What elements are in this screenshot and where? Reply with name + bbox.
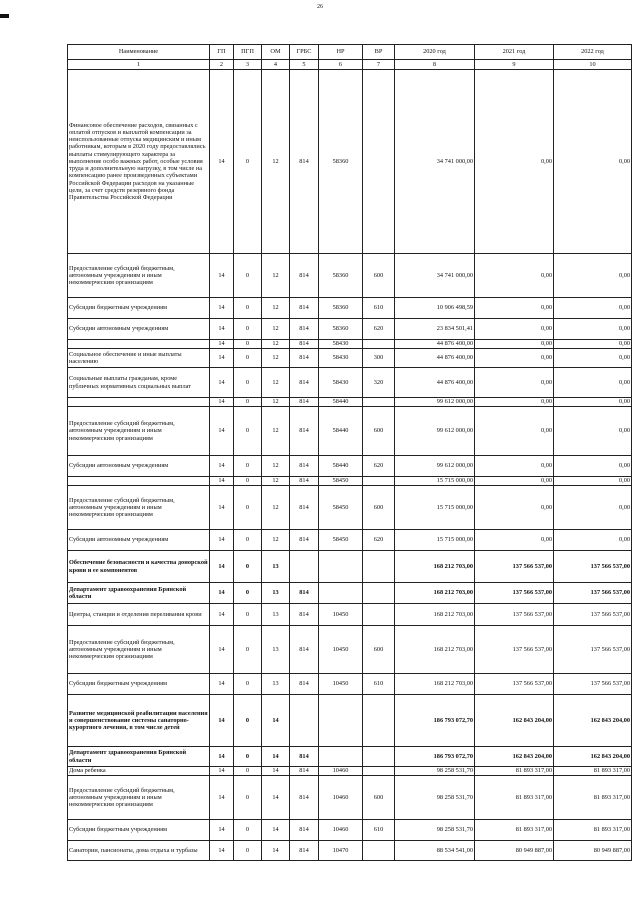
cell-pgp: 0 — [234, 776, 262, 820]
col-number: 9 — [475, 60, 554, 70]
cell-gp: 14 — [210, 298, 234, 319]
row-name: Дома ребенка — [68, 767, 210, 776]
row-name: Субсидии автономным учреждениям — [68, 456, 210, 477]
cell-gp: 14 — [210, 776, 234, 820]
cell-2020: 15 715 000,00 — [395, 486, 475, 530]
cell-nr — [319, 747, 363, 767]
cell-2022: 0,00 — [554, 349, 632, 368]
cell-vr — [363, 604, 395, 626]
cell-pgp: 0 — [234, 841, 262, 861]
cell-nr: 58440 — [319, 456, 363, 477]
cell-pgp: 0 — [234, 747, 262, 767]
table-row — [68, 340, 632, 349]
scan-corner-mark — [0, 14, 9, 18]
cell-nr: 10450 — [319, 674, 363, 695]
col-number: 5 — [290, 60, 319, 70]
cell-gp: 14 — [210, 583, 234, 604]
cell-2021: 81 893 317,00 — [475, 767, 554, 776]
cell-2022: 0,00 — [554, 530, 632, 551]
cell-nr: 58430 — [319, 368, 363, 398]
cell-2021: 0,00 — [475, 368, 554, 398]
table-row — [68, 551, 632, 583]
cell-2022: 0,00 — [554, 456, 632, 477]
table-row — [68, 604, 632, 626]
cell-2022: 0,00 — [554, 486, 632, 530]
cell-pgp: 0 — [234, 349, 262, 368]
cell-gp: 14 — [210, 604, 234, 626]
table-row — [68, 695, 632, 747]
cell-2020: 15 715 000,00 — [395, 530, 475, 551]
cell-2022: 0,00 — [554, 70, 632, 254]
cell-grbs: 814 — [290, 626, 319, 674]
cell-pgp: 0 — [234, 674, 262, 695]
cell-2020: 44 876 400,00 — [395, 340, 475, 349]
col-header-grbs: ГРБС — [290, 45, 319, 60]
table-row — [68, 477, 632, 486]
cell-2022: 0,00 — [554, 340, 632, 349]
row-name: Предоставление субсидий бюджетным, автономным учреждениям и иным некоммерческим организациям — [68, 407, 210, 456]
cell-pgp: 0 — [234, 368, 262, 398]
cell-2022: 162 843 204,00 — [554, 695, 632, 747]
cell-nr: 10470 — [319, 841, 363, 861]
cell-nr: 10450 — [319, 604, 363, 626]
cell-vr — [363, 551, 395, 583]
cell-grbs: 814 — [290, 604, 319, 626]
cell-om: 12 — [262, 486, 290, 530]
cell-vr: 600 — [363, 626, 395, 674]
cell-gp: 14 — [210, 70, 234, 254]
table-row — [68, 70, 632, 254]
cell-grbs: 814 — [290, 747, 319, 767]
cell-om: 12 — [262, 340, 290, 349]
table-row — [68, 407, 632, 456]
cell-2020: 88 534 541,00 — [395, 841, 475, 861]
cell-pgp: 0 — [234, 530, 262, 551]
cell-2020: 23 834 501,41 — [395, 319, 475, 340]
cell-om: 13 — [262, 583, 290, 604]
cell-vr — [363, 398, 395, 407]
cell-gp: 14 — [210, 486, 234, 530]
row-name: Санатории, пансионаты, дома отдыха и турбазы — [68, 841, 210, 861]
cell-grbs: 814 — [290, 820, 319, 841]
col-number: 7 — [363, 60, 395, 70]
col-header-name: Наименование — [68, 45, 210, 60]
cell-pgp: 0 — [234, 604, 262, 626]
header-row — [68, 45, 632, 60]
cell-2022: 137 566 537,00 — [554, 604, 632, 626]
table-body — [68, 70, 632, 861]
cell-2020: 98 258 531,70 — [395, 820, 475, 841]
cell-pgp: 0 — [234, 407, 262, 456]
table-row — [68, 486, 632, 530]
cell-grbs: 814 — [290, 767, 319, 776]
row-name: Субсидии автономным учреждениям — [68, 530, 210, 551]
cell-grbs: 814 — [290, 674, 319, 695]
cell-2022: 137 566 537,00 — [554, 626, 632, 674]
cell-gp: 14 — [210, 674, 234, 695]
table-row — [68, 254, 632, 298]
cell-nr: 10450 — [319, 626, 363, 674]
cell-om: 12 — [262, 298, 290, 319]
cell-gp: 14 — [210, 551, 234, 583]
row-name: Субсидии бюджетным учреждениям — [68, 298, 210, 319]
cell-vr: 320 — [363, 368, 395, 398]
col-header-nr: НР — [319, 45, 363, 60]
cell-pgp: 0 — [234, 340, 262, 349]
cell-nr: 58440 — [319, 407, 363, 456]
cell-om: 13 — [262, 604, 290, 626]
cell-2022: 80 949 887,00 — [554, 841, 632, 861]
cell-vr: 620 — [363, 530, 395, 551]
col-number: 10 — [554, 60, 632, 70]
row-name: Предоставление субсидий бюджетным, автономным учреждениям и иным некоммерческим организациям — [68, 776, 210, 820]
cell-gp: 14 — [210, 368, 234, 398]
cell-grbs: 814 — [290, 456, 319, 477]
cell-gp: 14 — [210, 820, 234, 841]
row-name: Развитие медицинской реабилитации населения и совершенствование системы санаторно-курортного лечения, в том числе детей — [68, 695, 210, 747]
cell-2022: 0,00 — [554, 398, 632, 407]
row-name: Социальные выплаты гражданам, кроме публичных нормативных социальных выплат — [68, 368, 210, 398]
cell-2021: 0,00 — [475, 254, 554, 298]
cell-2020: 168 212 703,00 — [395, 583, 475, 604]
cell-nr: 10460 — [319, 767, 363, 776]
cell-nr: 58450 — [319, 530, 363, 551]
cell-gp: 14 — [210, 398, 234, 407]
cell-om: 12 — [262, 407, 290, 456]
cell-om: 13 — [262, 626, 290, 674]
cell-2022: 81 893 317,00 — [554, 767, 632, 776]
cell-gp: 14 — [210, 319, 234, 340]
col-header-2021: 2021 год — [475, 45, 554, 60]
col-header-om: ОМ — [262, 45, 290, 60]
cell-nr — [319, 551, 363, 583]
cell-grbs: 814 — [290, 477, 319, 486]
cell-nr: 58450 — [319, 477, 363, 486]
cell-pgp: 0 — [234, 551, 262, 583]
cell-2020: 99 612 000,00 — [395, 407, 475, 456]
cell-vr: 600 — [363, 776, 395, 820]
row-name: Субсидии автономным учреждениям — [68, 319, 210, 340]
cell-grbs: 814 — [290, 319, 319, 340]
cell-2022: 0,00 — [554, 407, 632, 456]
row-name — [68, 477, 210, 486]
cell-nr: 58360 — [319, 254, 363, 298]
cell-om: 13 — [262, 551, 290, 583]
cell-grbs: 814 — [290, 486, 319, 530]
cell-vr: 620 — [363, 456, 395, 477]
cell-vr — [363, 695, 395, 747]
cell-grbs: 814 — [290, 368, 319, 398]
cell-2020: 186 793 072,70 — [395, 695, 475, 747]
cell-gp: 14 — [210, 695, 234, 747]
col-header-2022: 2022 год — [554, 45, 632, 60]
cell-pgp: 0 — [234, 820, 262, 841]
table-row — [68, 368, 632, 398]
cell-pgp: 0 — [234, 319, 262, 340]
cell-grbs: 814 — [290, 340, 319, 349]
cell-pgp: 0 — [234, 477, 262, 486]
col-header-gp: ГП — [210, 45, 234, 60]
cell-2020: 168 212 703,00 — [395, 551, 475, 583]
cell-vr: 620 — [363, 319, 395, 340]
cell-vr: 610 — [363, 820, 395, 841]
cell-2022: 0,00 — [554, 298, 632, 319]
cell-pgp: 0 — [234, 398, 262, 407]
cell-grbs: 814 — [290, 407, 319, 456]
cell-2021: 0,00 — [475, 398, 554, 407]
cell-grbs: 814 — [290, 530, 319, 551]
cell-2021: 0,00 — [475, 477, 554, 486]
cell-gp: 14 — [210, 477, 234, 486]
row-name: Субсидии бюджетным учреждениям — [68, 674, 210, 695]
cell-om: 12 — [262, 456, 290, 477]
cell-om: 14 — [262, 767, 290, 776]
cell-om: 12 — [262, 398, 290, 407]
budget-table — [67, 44, 632, 861]
cell-2020: 168 212 703,00 — [395, 604, 475, 626]
page-number: 26 — [317, 4, 323, 10]
cell-2020: 34 741 000,00 — [395, 70, 475, 254]
cell-grbs — [290, 551, 319, 583]
cell-vr — [363, 767, 395, 776]
cell-vr — [363, 583, 395, 604]
cell-grbs: 814 — [290, 254, 319, 298]
row-name: Финансовое обеспечение расходов, связанных с оплатой отпусков и выплатой компенсации за неиспользованные отпуска медицинским и иным работникам, которым в 2020 году предоставлялись выплаты стимулирующего характера за выполнение особо важных работ, особые условия труда и дополнительную нагрузку, в том числе на компенсацию ранее произведенных субъектами Российской Федерации расходов на указанные цели, за счет средств резервного фонда Правительства Российской Федерации — [68, 70, 210, 254]
cell-om: 14 — [262, 747, 290, 767]
cell-pgp: 0 — [234, 254, 262, 298]
cell-2021: 0,00 — [475, 349, 554, 368]
cell-gp: 14 — [210, 456, 234, 477]
cell-2021: 162 843 204,00 — [475, 695, 554, 747]
cell-nr: 10460 — [319, 820, 363, 841]
cell-vr — [363, 70, 395, 254]
cell-gp: 14 — [210, 841, 234, 861]
col-header-vr: ВР — [363, 45, 395, 60]
cell-2020: 168 212 703,00 — [395, 626, 475, 674]
col-number: 8 — [395, 60, 475, 70]
cell-2020: 15 715 000,00 — [395, 477, 475, 486]
cell-2022: 0,00 — [554, 368, 632, 398]
cell-2021: 81 893 317,00 — [475, 776, 554, 820]
cell-vr — [363, 841, 395, 861]
cell-2020: 168 212 703,00 — [395, 674, 475, 695]
cell-nr: 58360 — [319, 70, 363, 254]
cell-vr: 600 — [363, 407, 395, 456]
cell-vr: 600 — [363, 486, 395, 530]
cell-pgp: 0 — [234, 70, 262, 254]
cell-2021: 0,00 — [475, 456, 554, 477]
table-row — [68, 674, 632, 695]
cell-gp: 14 — [210, 340, 234, 349]
table-row — [68, 820, 632, 841]
cell-pgp: 0 — [234, 583, 262, 604]
cell-nr: 10460 — [319, 776, 363, 820]
col-number: 6 — [319, 60, 363, 70]
cell-nr: 58450 — [319, 486, 363, 530]
cell-2020: 34 741 000,00 — [395, 254, 475, 298]
cell-vr: 610 — [363, 298, 395, 319]
row-name: Департамент здравоохранения Брянской области — [68, 747, 210, 767]
row-name: Предоставление субсидий бюджетным, автономным учреждениям и иным некоммерческим организациям — [68, 486, 210, 530]
cell-grbs: 814 — [290, 298, 319, 319]
cell-nr: 58430 — [319, 349, 363, 368]
cell-vr — [363, 747, 395, 767]
cell-gp: 14 — [210, 254, 234, 298]
cell-2022: 81 893 317,00 — [554, 820, 632, 841]
cell-2021: 137 566 537,00 — [475, 551, 554, 583]
cell-2020: 98 258 531,70 — [395, 767, 475, 776]
cell-om: 13 — [262, 674, 290, 695]
cell-vr: 600 — [363, 254, 395, 298]
cell-grbs: 814 — [290, 349, 319, 368]
table-row — [68, 349, 632, 368]
cell-vr: 300 — [363, 349, 395, 368]
cell-grbs: 814 — [290, 70, 319, 254]
row-name: Департамент здравоохранения Брянской области — [68, 583, 210, 604]
cell-2020: 10 906 498,59 — [395, 298, 475, 319]
cell-om: 14 — [262, 841, 290, 861]
cell-2021: 137 566 537,00 — [475, 583, 554, 604]
cell-2021: 81 893 317,00 — [475, 820, 554, 841]
cell-2022: 0,00 — [554, 477, 632, 486]
cell-grbs: 814 — [290, 583, 319, 604]
cell-2020: 99 612 000,00 — [395, 456, 475, 477]
row-name: Центры, станции и отделения переливания крови — [68, 604, 210, 626]
cell-2022: 0,00 — [554, 254, 632, 298]
cell-gp: 14 — [210, 407, 234, 456]
cell-2020: 44 876 400,00 — [395, 368, 475, 398]
row-name: Субсидии бюджетным учреждениям — [68, 820, 210, 841]
cell-2021: 137 566 537,00 — [475, 604, 554, 626]
cell-om: 12 — [262, 530, 290, 551]
col-header-pgp: ПГП — [234, 45, 262, 60]
cell-2021: 0,00 — [475, 407, 554, 456]
table-row — [68, 583, 632, 604]
col-number: 1 — [68, 60, 210, 70]
cell-2021: 0,00 — [475, 70, 554, 254]
cell-om: 12 — [262, 368, 290, 398]
table-row — [68, 626, 632, 674]
table-row — [68, 747, 632, 767]
cell-nr: 58440 — [319, 398, 363, 407]
table-row — [68, 841, 632, 861]
column-number-row — [68, 60, 632, 70]
cell-om: 12 — [262, 319, 290, 340]
cell-om: 14 — [262, 820, 290, 841]
cell-2020: 186 793 072,70 — [395, 747, 475, 767]
cell-grbs — [290, 695, 319, 747]
cell-om: 14 — [262, 695, 290, 747]
row-name: Обеспечение безопасности и качества донорской крови и ее компонентов — [68, 551, 210, 583]
cell-2022: 81 893 317,00 — [554, 776, 632, 820]
cell-2021: 0,00 — [475, 340, 554, 349]
cell-om: 12 — [262, 349, 290, 368]
col-number: 3 — [234, 60, 262, 70]
cell-2021: 0,00 — [475, 319, 554, 340]
cell-nr — [319, 695, 363, 747]
row-name: Предоставление субсидий бюджетным, автономным учреждениям и иным некоммерческим организациям — [68, 626, 210, 674]
col-number: 2 — [210, 60, 234, 70]
cell-grbs: 814 — [290, 398, 319, 407]
table-row — [68, 398, 632, 407]
cell-vr: 610 — [363, 674, 395, 695]
cell-2022: 162 843 204,00 — [554, 747, 632, 767]
cell-2020: 98 258 531,70 — [395, 776, 475, 820]
table-row — [68, 456, 632, 477]
cell-om: 14 — [262, 776, 290, 820]
cell-gp: 14 — [210, 747, 234, 767]
cell-grbs: 814 — [290, 841, 319, 861]
table-row — [68, 767, 632, 776]
cell-pgp: 0 — [234, 298, 262, 319]
cell-grbs: 814 — [290, 776, 319, 820]
cell-om: 12 — [262, 477, 290, 486]
col-header-2020: 2020 год — [395, 45, 475, 60]
row-name — [68, 398, 210, 407]
cell-2021: 80 949 887,00 — [475, 841, 554, 861]
cell-2020: 99 612 000,00 — [395, 398, 475, 407]
cell-2021: 0,00 — [475, 530, 554, 551]
cell-2022: 0,00 — [554, 319, 632, 340]
cell-pgp: 0 — [234, 695, 262, 747]
cell-om: 12 — [262, 254, 290, 298]
cell-pgp: 0 — [234, 486, 262, 530]
cell-2021: 137 566 537,00 — [475, 626, 554, 674]
table-row — [68, 776, 632, 820]
cell-2022: 137 566 537,00 — [554, 551, 632, 583]
cell-vr — [363, 477, 395, 486]
cell-2021: 162 843 204,00 — [475, 747, 554, 767]
cell-2021: 137 566 537,00 — [475, 674, 554, 695]
col-number: 4 — [262, 60, 290, 70]
cell-2021: 0,00 — [475, 486, 554, 530]
cell-nr — [319, 583, 363, 604]
cell-2022: 137 566 537,00 — [554, 583, 632, 604]
row-name: Социальное обеспечение и иные выплаты населению — [68, 349, 210, 368]
cell-nr: 58360 — [319, 319, 363, 340]
cell-nr: 58430 — [319, 340, 363, 349]
cell-pgp: 0 — [234, 626, 262, 674]
cell-nr: 58360 — [319, 298, 363, 319]
table-row — [68, 319, 632, 340]
row-name — [68, 340, 210, 349]
cell-gp: 14 — [210, 530, 234, 551]
cell-gp: 14 — [210, 349, 234, 368]
row-name: Предоставление субсидий бюджетным, автономным учреждениям и иным некоммерческим организациям — [68, 254, 210, 298]
table-row — [68, 298, 632, 319]
cell-om: 12 — [262, 70, 290, 254]
cell-vr — [363, 340, 395, 349]
cell-2021: 0,00 — [475, 298, 554, 319]
cell-gp: 14 — [210, 767, 234, 776]
cell-gp: 14 — [210, 626, 234, 674]
cell-pgp: 0 — [234, 456, 262, 477]
cell-2020: 44 876 400,00 — [395, 349, 475, 368]
table-row — [68, 530, 632, 551]
cell-pgp: 0 — [234, 767, 262, 776]
cell-2022: 137 566 537,00 — [554, 674, 632, 695]
